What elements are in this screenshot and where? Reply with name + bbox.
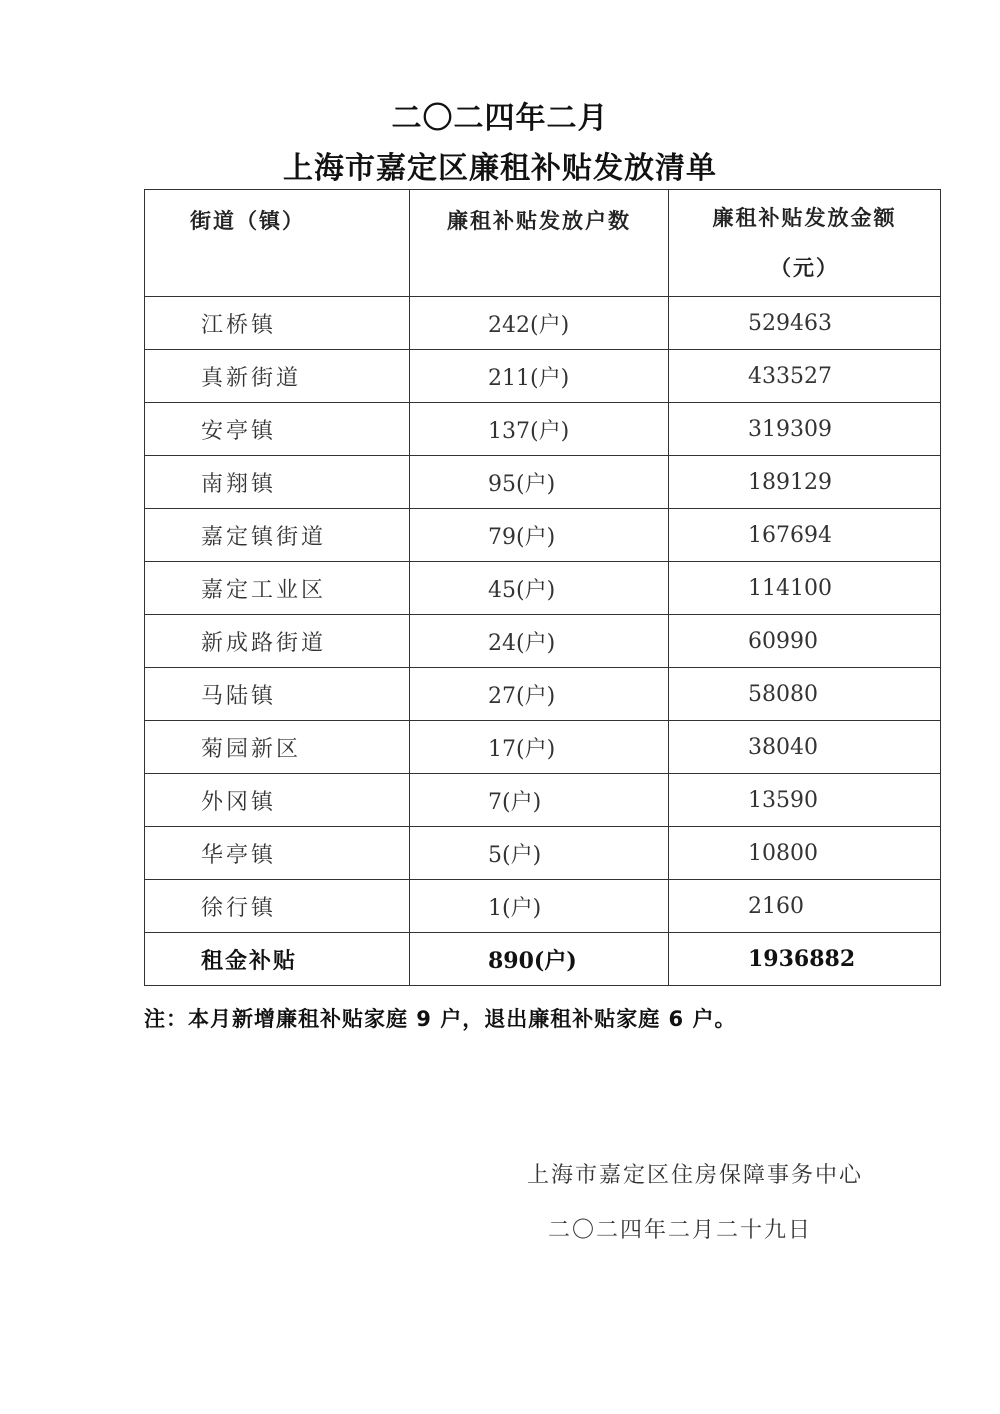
district-cell: 真新街道 — [145, 350, 410, 403]
table-row — [145, 403, 941, 456]
table-row — [145, 615, 941, 668]
households-cell: 211(户) — [410, 350, 669, 403]
table-row — [145, 721, 941, 774]
district-cell: 安亭镇 — [145, 403, 410, 456]
amount-cell: 10800 — [669, 827, 941, 880]
amount-cell: 13590 — [669, 774, 941, 827]
district-cell: 外冈镇 — [145, 774, 410, 827]
amount-cell: 433527 — [669, 350, 941, 403]
households-cell: 1(户) — [410, 880, 669, 933]
district-cell: 马陆镇 — [145, 668, 410, 721]
total-amount-cell: 1936882 — [669, 933, 941, 986]
table-row — [145, 880, 941, 933]
total-label-cell: 租金补贴 — [145, 933, 410, 986]
district-cell: 嘉定镇街道 — [145, 509, 410, 562]
amount-cell: 529463 — [669, 297, 941, 350]
amount-cell: 58080 — [669, 668, 941, 721]
amount-cell: 114100 — [669, 562, 941, 615]
district-cell: 南翔镇 — [145, 456, 410, 509]
households-cell: 95(户) — [410, 456, 669, 509]
document-period: 二〇二四年二月 — [391, 101, 609, 136]
households-cell: 17(户) — [410, 721, 669, 774]
subsidy-table — [144, 189, 941, 986]
table-row — [145, 350, 941, 403]
households-cell: 27(户) — [410, 668, 669, 721]
households-cell: 242(户) — [410, 297, 669, 350]
table-total-row — [145, 933, 941, 986]
amount-cell: 60990 — [669, 615, 941, 668]
table-row — [145, 668, 941, 721]
households-cell: 79(户) — [410, 509, 669, 562]
table-row — [145, 456, 941, 509]
households-cell: 5(户) — [410, 827, 669, 880]
amount-cell: 167694 — [669, 509, 941, 562]
issue-date: 二〇二四年二月二十九日 — [548, 1218, 813, 1243]
column-header-amount: 廉租补贴发放金额（元） — [669, 190, 941, 297]
issuing-organization: 上海市嘉定区住房保障事务中心 — [527, 1163, 864, 1188]
households-cell: 45(户) — [410, 562, 669, 615]
total-households-cell: 890(户) — [410, 933, 669, 986]
households-cell: 7(户) — [410, 774, 669, 827]
document-title: 上海市嘉定区廉租补贴发放清单 — [283, 151, 717, 186]
district-cell: 嘉定工业区 — [145, 562, 410, 615]
district-cell: 江桥镇 — [145, 297, 410, 350]
table-header-row — [145, 190, 941, 297]
amount-cell: 319309 — [669, 403, 941, 456]
footnote: 注：本月新增廉租补贴家庭 9 户，退出廉租补贴家庭 6 户。 — [144, 1007, 737, 1031]
households-cell: 24(户) — [410, 615, 669, 668]
district-cell: 华亭镇 — [145, 827, 410, 880]
amount-cell: 189129 — [669, 456, 941, 509]
table-row — [145, 509, 941, 562]
amount-cell: 2160 — [669, 880, 941, 933]
amount-cell: 38040 — [669, 721, 941, 774]
table-row — [145, 827, 941, 880]
district-cell: 新成路街道 — [145, 615, 410, 668]
column-header-households: 廉租补贴发放户数 — [410, 190, 669, 297]
district-cell: 菊园新区 — [145, 721, 410, 774]
district-cell: 徐行镇 — [145, 880, 410, 933]
column-header-district: 街道（镇） — [145, 190, 410, 297]
table-row — [145, 562, 941, 615]
table-row — [145, 774, 941, 827]
households-cell: 137(户) — [410, 403, 669, 456]
table-row — [145, 297, 941, 350]
